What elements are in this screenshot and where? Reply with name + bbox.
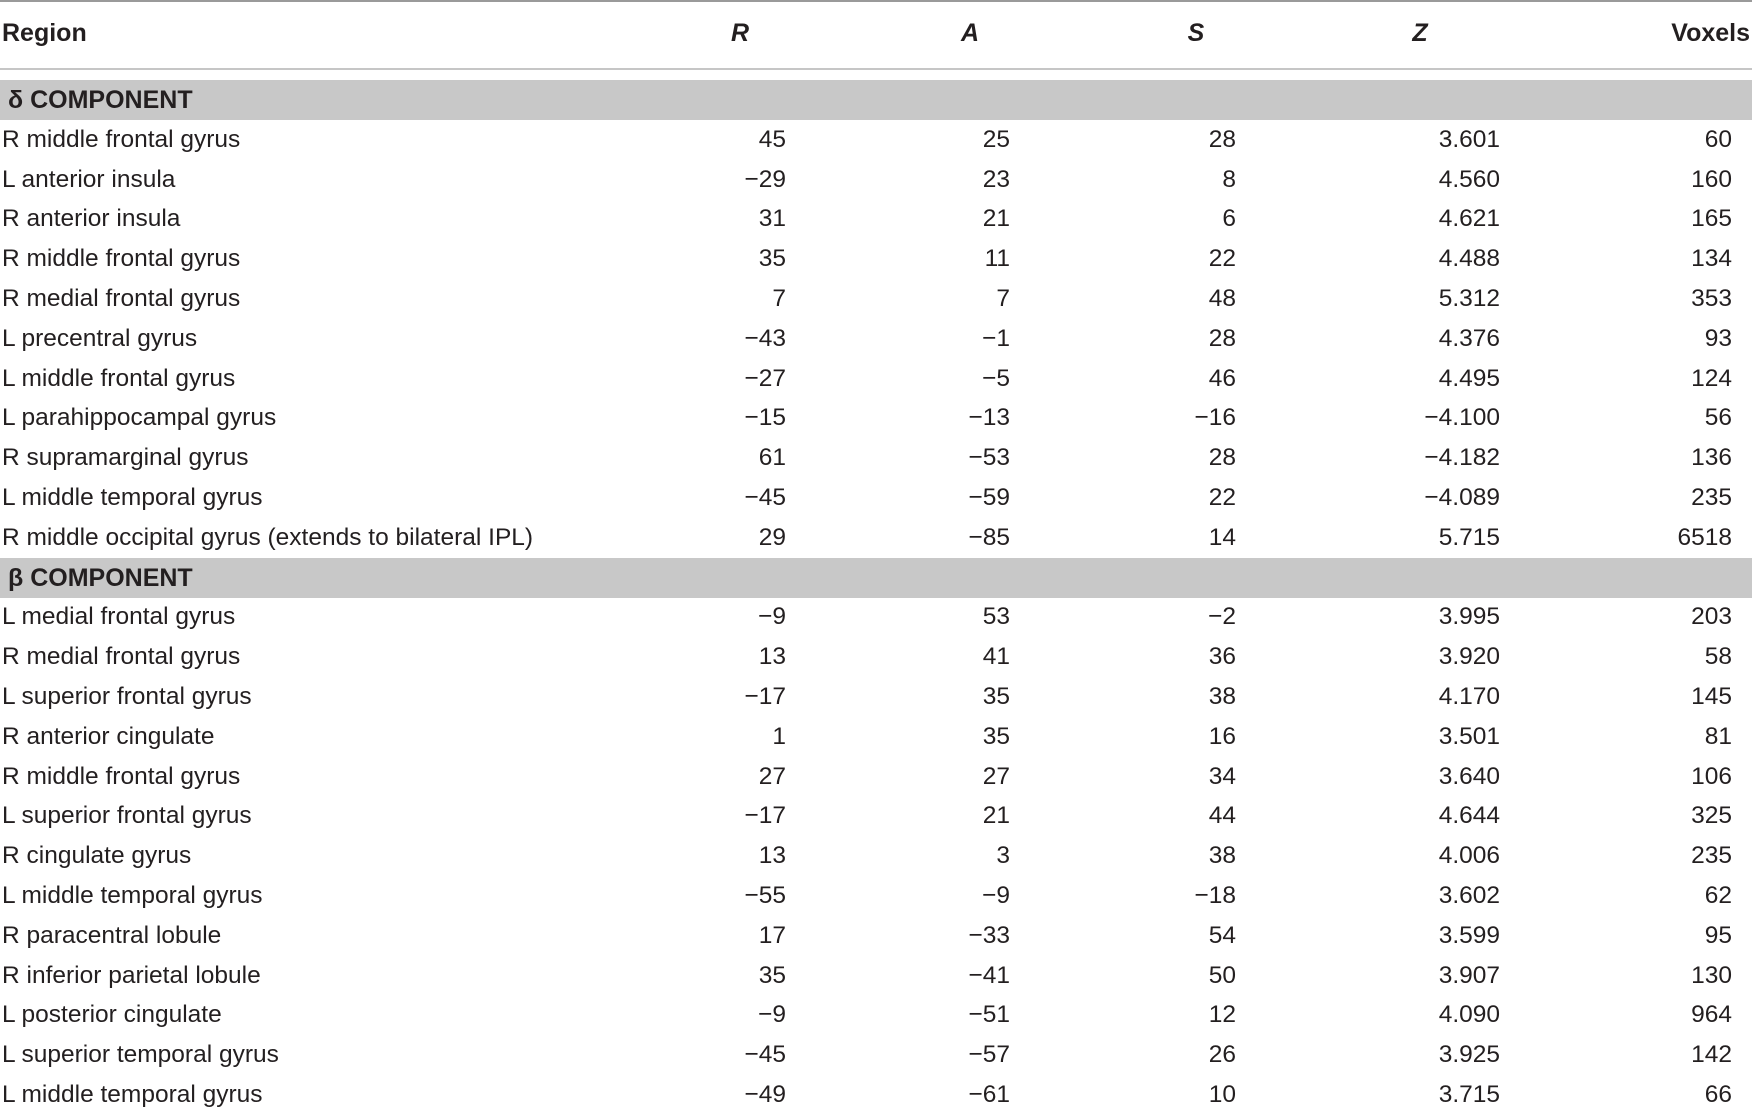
- cell-z: 3.995: [1438, 603, 1500, 631]
- cell-a: −13: [968, 404, 1010, 432]
- table-row: [0, 916, 1752, 956]
- cell-voxels: 165: [1691, 205, 1732, 233]
- cell-region: R medial frontal gyrus: [2, 285, 241, 312]
- cell-z: 4.621: [1438, 205, 1500, 233]
- cell-region: R inferior parietal lobule: [2, 961, 261, 989]
- cell-z: 3.599: [1438, 921, 1500, 949]
- cell-voxels: 136: [1691, 444, 1732, 472]
- cell-s: 44: [1208, 802, 1236, 830]
- cell-r: −9: [758, 1001, 786, 1029]
- table-row: [0, 836, 1752, 876]
- cell-a: 21: [982, 205, 1010, 233]
- cell-a: 7: [996, 285, 1010, 312]
- cell-region: R middle frontal gyrus: [2, 245, 241, 273]
- cell-s: 38: [1208, 683, 1236, 710]
- header-region: Region: [2, 19, 87, 47]
- cell-r: 17: [758, 921, 786, 949]
- cell-region: L superior frontal gyrus: [2, 683, 252, 710]
- table-row: [0, 1075, 1752, 1115]
- cell-z: 4.376: [1438, 324, 1500, 352]
- cell-z: 3.601: [1438, 125, 1500, 153]
- cell-voxels: 145: [1691, 683, 1732, 710]
- cell-r: −17: [744, 802, 786, 830]
- cell-region: L middle temporal gyrus: [2, 882, 263, 909]
- cell-region: L middle temporal gyrus: [2, 1081, 263, 1108]
- cell-a: −61: [968, 1081, 1010, 1108]
- cell-voxels: 66: [1704, 1081, 1732, 1108]
- cell-z: 4.495: [1438, 364, 1500, 392]
- cell-a: −85: [968, 523, 1010, 551]
- header-s: S: [1187, 19, 1205, 47]
- cell-r: −27: [744, 364, 786, 392]
- table-row: [0, 160, 1752, 200]
- cell-z: 4.644: [1438, 802, 1500, 830]
- cell-voxels: 124: [1691, 364, 1732, 392]
- cell-r: 13: [758, 842, 786, 870]
- cell-z: 3.920: [1438, 643, 1500, 671]
- cell-r: −9: [758, 603, 786, 631]
- cell-region: R cingulate gyrus: [2, 842, 192, 870]
- table-top-rule: [0, 0, 1752, 2]
- cell-r: −45: [744, 484, 786, 511]
- cell-a: 41: [982, 643, 1010, 671]
- header-z: Z: [1412, 19, 1428, 47]
- cell-z: 3.602: [1438, 882, 1500, 909]
- cell-r: 1: [772, 722, 786, 750]
- cell-r: 29: [758, 523, 786, 551]
- cell-z: 4.006: [1438, 842, 1500, 870]
- table-row: [0, 398, 1752, 438]
- cell-s: 54: [1208, 921, 1236, 949]
- header-r: R: [730, 19, 750, 47]
- cell-region: R middle frontal gyrus: [2, 762, 241, 790]
- cell-a: 27: [982, 762, 1010, 790]
- table-row: [0, 438, 1752, 478]
- cell-s: 28: [1208, 324, 1236, 352]
- cell-s: 34: [1208, 762, 1236, 790]
- cell-region: L middle frontal gyrus: [2, 364, 236, 392]
- cell-region: R middle occipital gyrus (extends to bilateral IPL): [2, 523, 534, 551]
- cell-s: 16: [1208, 722, 1236, 750]
- cell-voxels: 130: [1691, 961, 1732, 989]
- cell-region: R middle frontal gyrus: [2, 125, 241, 153]
- table-row: [0, 518, 1752, 558]
- cell-region: R anterior insula: [2, 205, 181, 233]
- cell-r: −55: [744, 882, 786, 909]
- table-row: [0, 1035, 1752, 1075]
- cell-z: 5.312: [1438, 285, 1500, 312]
- cell-s: −16: [1194, 404, 1236, 432]
- cell-r: 13: [758, 643, 786, 671]
- cell-a: 53: [982, 603, 1010, 631]
- table-row: [0, 956, 1752, 996]
- cell-a: −1: [982, 324, 1010, 352]
- cell-a: −9: [982, 882, 1010, 909]
- cell-r: −49: [744, 1081, 786, 1108]
- cell-s: 28: [1208, 444, 1236, 472]
- cell-region: R supramarginal gyrus: [2, 444, 249, 472]
- table-row: [0, 757, 1752, 797]
- cell-z: 4.090: [1438, 1001, 1500, 1029]
- cell-s: 6: [1222, 205, 1236, 233]
- cell-voxels: 325: [1691, 802, 1732, 830]
- cell-a: 23: [982, 165, 1010, 193]
- table-row: [0, 677, 1752, 717]
- cell-region: L posterior cingulate: [2, 1001, 222, 1029]
- cell-voxels: 203: [1691, 603, 1732, 631]
- cell-a: −59: [968, 484, 1010, 511]
- cell-voxels: 58: [1704, 643, 1732, 671]
- cell-region: R anterior cingulate: [2, 722, 215, 750]
- cell-r: −17: [744, 683, 786, 710]
- cell-voxels: 235: [1691, 484, 1732, 511]
- cell-r: 35: [758, 961, 786, 989]
- cell-voxels: 60: [1704, 125, 1732, 153]
- table-row: [0, 319, 1752, 359]
- cell-z: 3.640: [1438, 762, 1500, 790]
- cell-voxels: 95: [1704, 921, 1732, 949]
- cell-r: 45: [758, 125, 786, 153]
- cell-s: 46: [1208, 364, 1236, 392]
- cell-r: 27: [758, 762, 786, 790]
- cell-voxels: 134: [1691, 245, 1732, 273]
- cell-s: −18: [1194, 882, 1236, 909]
- cell-s: 22: [1208, 484, 1236, 511]
- table-row: [0, 876, 1752, 916]
- cell-s: 38: [1208, 842, 1236, 870]
- cell-voxels: 106: [1691, 762, 1732, 790]
- cell-z: −4.089: [1424, 484, 1500, 511]
- cell-a: −51: [968, 1001, 1010, 1029]
- cell-voxels: 6518: [1677, 523, 1732, 551]
- cell-r: −45: [744, 1041, 786, 1069]
- cell-r: 61: [758, 444, 786, 472]
- cell-voxels: 93: [1704, 324, 1732, 352]
- cell-r: 7: [772, 285, 786, 312]
- cell-region: L middle temporal gyrus: [2, 484, 263, 511]
- table-header-row: [0, 8, 1752, 58]
- table-row: [0, 995, 1752, 1035]
- header-a: A: [960, 19, 980, 47]
- cell-s: 50: [1208, 961, 1236, 989]
- cell-a: 3: [996, 842, 1010, 870]
- cell-r: −29: [744, 165, 786, 193]
- cell-s: 8: [1222, 165, 1236, 193]
- cell-region: R paracentral lobule: [2, 921, 222, 949]
- cell-a: −5: [982, 364, 1010, 392]
- cell-region: L anterior insula: [2, 165, 176, 193]
- cell-region: L precentral gyrus: [2, 324, 198, 352]
- cell-a: −41: [968, 961, 1010, 989]
- table-row: [0, 796, 1752, 836]
- cell-a: 35: [982, 683, 1010, 710]
- cell-s: 22: [1208, 245, 1236, 273]
- cell-voxels: 81: [1704, 722, 1732, 750]
- cell-voxels: 964: [1691, 1001, 1732, 1029]
- cell-a: −57: [968, 1041, 1010, 1069]
- cell-voxels: 56: [1704, 404, 1732, 432]
- cell-z: −4.182: [1424, 444, 1500, 472]
- section-header: [0, 558, 1752, 598]
- cell-z: 3.715: [1438, 1081, 1500, 1108]
- cell-z: −4.100: [1424, 404, 1500, 432]
- table-row: [0, 717, 1752, 757]
- cell-voxels: 353: [1691, 285, 1732, 312]
- header-bottom-rule: [0, 68, 1752, 70]
- cell-voxels: 142: [1691, 1041, 1732, 1069]
- cell-r: −15: [744, 404, 786, 432]
- cell-region: L medial frontal gyrus: [2, 603, 236, 631]
- cell-a: −33: [968, 921, 1010, 949]
- table-row: [0, 239, 1752, 279]
- cell-voxels: 160: [1691, 165, 1732, 193]
- table-row: [0, 359, 1752, 399]
- table-row: [0, 279, 1752, 319]
- table-row: [0, 199, 1752, 239]
- cell-s: 12: [1208, 1001, 1236, 1029]
- cell-r: 31: [758, 205, 786, 233]
- cell-z: 3.501: [1438, 722, 1500, 750]
- cell-a: 21: [982, 802, 1010, 830]
- table-row: [0, 478, 1752, 518]
- cell-s: 26: [1208, 1041, 1236, 1069]
- cell-a: 35: [982, 722, 1010, 750]
- cell-s: −2: [1208, 603, 1236, 631]
- header-voxels: Voxels: [1671, 19, 1750, 47]
- cell-s: 10: [1208, 1081, 1236, 1108]
- cell-a: 25: [982, 125, 1010, 153]
- cell-region: L superior frontal gyrus: [2, 802, 252, 830]
- cell-a: 11: [984, 245, 1010, 273]
- table-row: [0, 597, 1752, 637]
- cell-voxels: 235: [1691, 842, 1732, 870]
- section-label: δ COMPONENT: [8, 86, 193, 114]
- cell-voxels: 62: [1704, 882, 1732, 909]
- cell-s: 36: [1208, 643, 1236, 671]
- cell-region: L superior temporal gyrus: [2, 1041, 279, 1069]
- table-row: [0, 637, 1752, 677]
- cell-z: 4.170: [1438, 683, 1500, 710]
- cell-r: 35: [758, 245, 786, 273]
- cell-s: 48: [1208, 285, 1236, 312]
- cell-z: 3.907: [1438, 961, 1500, 989]
- cell-z: 3.925: [1438, 1041, 1500, 1069]
- table-row: [0, 120, 1752, 160]
- cell-z: 5.715: [1438, 523, 1500, 551]
- cell-s: 14: [1208, 523, 1236, 551]
- cell-z: 4.560: [1438, 165, 1500, 193]
- cell-s: 28: [1208, 125, 1236, 153]
- cell-z: 4.488: [1438, 245, 1500, 273]
- section-header: [0, 80, 1752, 120]
- section-label: β COMPONENT: [8, 563, 193, 592]
- cell-a: −53: [968, 444, 1010, 472]
- cell-r: −43: [744, 324, 786, 352]
- cell-region: L parahippocampal gyrus: [2, 404, 277, 432]
- cell-region: R medial frontal gyrus: [2, 643, 241, 671]
